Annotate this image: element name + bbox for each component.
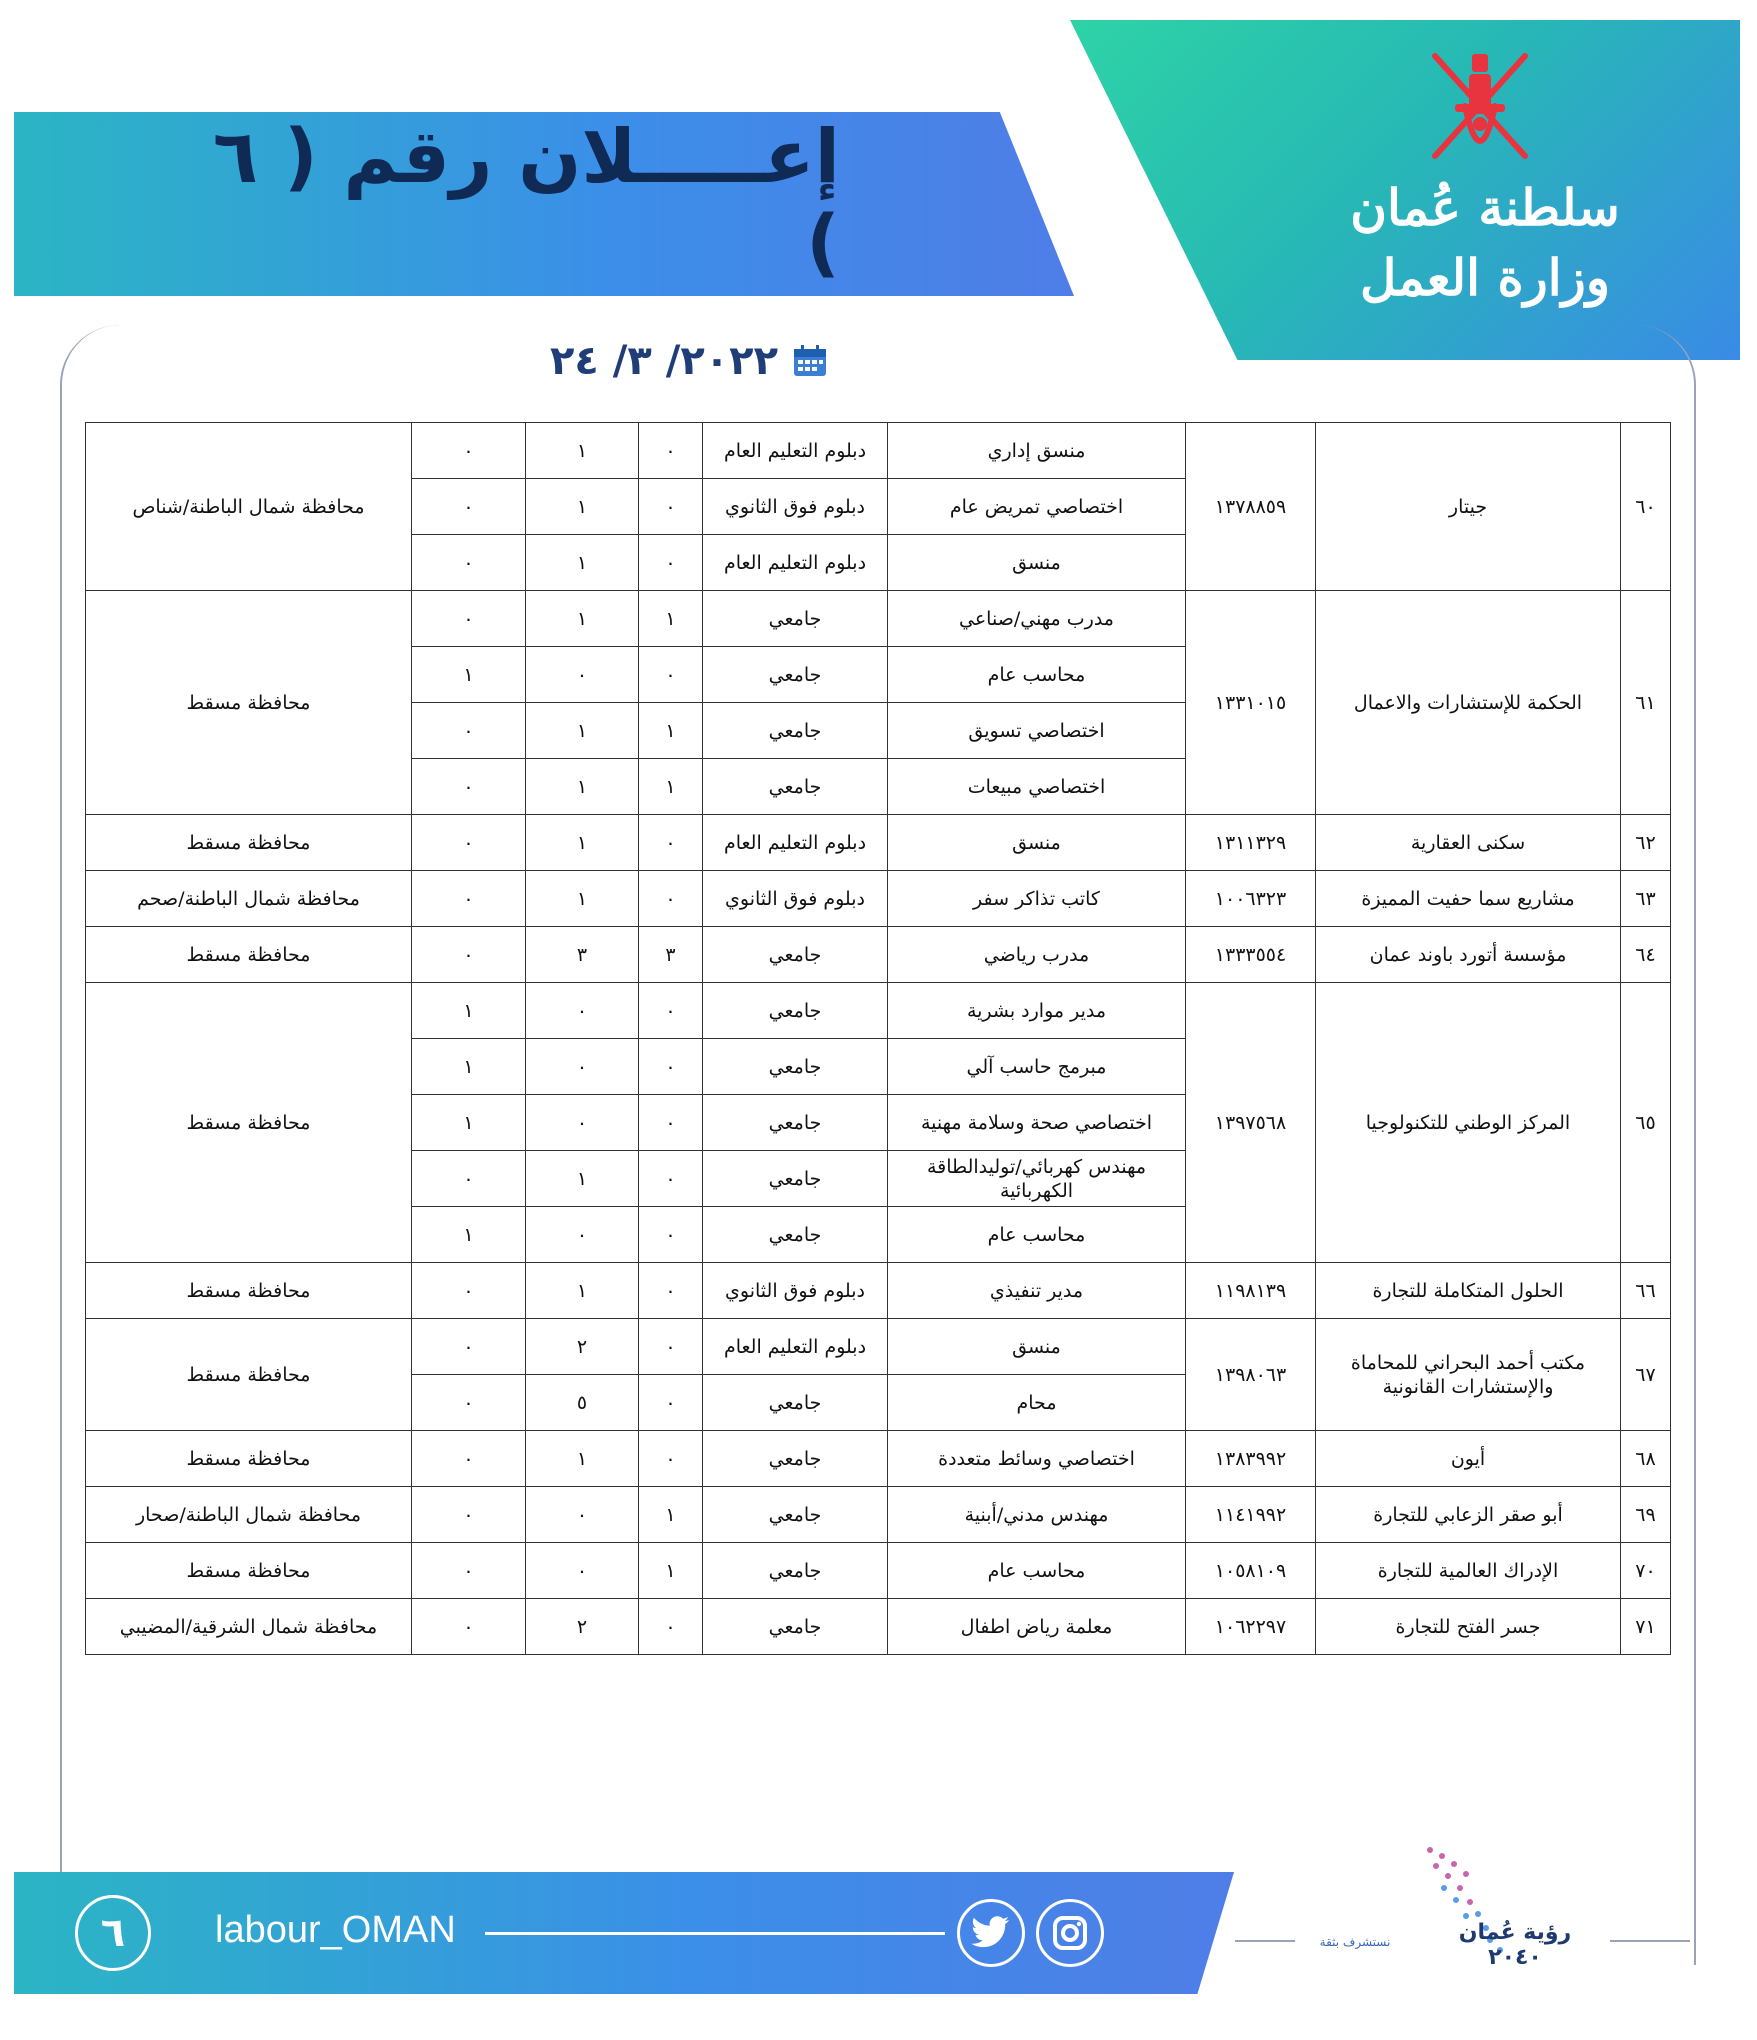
cell-number: ٦٤	[1621, 927, 1671, 983]
table-row	[86, 1319, 1671, 1375]
cell-job-title: محام	[888, 1375, 1186, 1431]
cell-count-a: ٠	[639, 1039, 703, 1095]
cell-job-title: كاتب تذاكر سفر	[888, 871, 1186, 927]
cell-count-b: ١	[526, 1263, 639, 1319]
cell-job-title: مدرب رياضي	[888, 927, 1186, 983]
cell-job-title: معلمة رياض اطفال	[888, 1599, 1186, 1655]
cell-job-title: منسق إداري	[888, 423, 1186, 479]
cell-company: مكتب أحمد البحراني للمحاماة والإستشارات القانونية	[1316, 1319, 1621, 1431]
table-row	[86, 1431, 1671, 1487]
cell-job-title: اختصاصي تسويق	[888, 703, 1186, 759]
cell-count-b: ٥	[526, 1375, 639, 1431]
cell-qualification: جامعي	[703, 703, 888, 759]
cell-count-a: ٠	[639, 1431, 703, 1487]
cell-count-c: ٠	[412, 535, 526, 591]
cell-qualification: جامعي	[703, 1151, 888, 1207]
cell-count-a: ٠	[639, 871, 703, 927]
cell-count-b: ٠	[526, 1039, 639, 1095]
cell-registration: ١٠٠٦٣٢٣	[1186, 871, 1316, 927]
cell-location: محافظة مسقط	[86, 1319, 412, 1431]
cell-count-b: ١	[526, 871, 639, 927]
cell-count-c: ٠	[412, 1263, 526, 1319]
cell-count-b: ١	[526, 759, 639, 815]
social-handle: labour_OMAN	[215, 1908, 456, 1951]
cell-qualification: دبلوم فوق الثانوي	[703, 1263, 888, 1319]
cell-qualification: دبلوم التعليم العام	[703, 535, 888, 591]
cell-number: ٦٦	[1621, 1263, 1671, 1319]
cell-count-c: ٠	[412, 1543, 526, 1599]
cell-count-a: ٠	[639, 815, 703, 871]
cell-count-c: ٠	[412, 815, 526, 871]
cell-count-c: ٠	[412, 759, 526, 815]
cell-count-b: ١	[526, 591, 639, 647]
cell-company: مشاريع سما حفيت المميزة	[1316, 871, 1621, 927]
cell-number: ٦١	[1621, 591, 1671, 815]
cell-company: الحلول المتكاملة للتجارة	[1316, 1263, 1621, 1319]
cell-location: محافظة شمال الباطنة/صحم	[86, 871, 412, 927]
cell-qualification: جامعي	[703, 647, 888, 703]
cell-registration: ١٠٦٢٢٩٧	[1186, 1599, 1316, 1655]
cell-company: جيتار	[1316, 423, 1621, 591]
cell-number: ٦٥	[1621, 983, 1671, 1263]
cell-qualification: جامعي	[703, 591, 888, 647]
cell-count-c: ٠	[412, 703, 526, 759]
cell-count-c: ٠	[412, 1151, 526, 1207]
date-row	[550, 336, 850, 386]
cell-company: أيون	[1316, 1431, 1621, 1487]
announcement-date: ٢٠٢٢/ ٣/ ٢٤	[550, 338, 778, 384]
cell-count-a: ١	[639, 759, 703, 815]
vision-label: رؤية عُمان ٢٠٤٠	[1458, 1920, 1572, 1970]
cell-count-a: ٠	[639, 535, 703, 591]
cell-number: ٦٨	[1621, 1431, 1671, 1487]
cell-job-title: مبرمج حاسب آلي	[888, 1039, 1186, 1095]
cell-count-b: ١	[526, 535, 639, 591]
cell-qualification: جامعي	[703, 1543, 888, 1599]
cell-registration: ١٣٩٧٥٦٨	[1186, 983, 1316, 1263]
brand-ministry: وزارة العمل	[1360, 248, 1610, 307]
cell-job-title: محاسب عام	[888, 1207, 1186, 1263]
cell-registration: ١١٤١٩٩٢	[1186, 1487, 1316, 1543]
cell-number: ٧٠	[1621, 1543, 1671, 1599]
cell-number: ٧١	[1621, 1599, 1671, 1655]
table-row	[86, 871, 1671, 927]
cell-location: محافظة مسقط	[86, 927, 412, 983]
cell-company: الإدراك العالمية للتجارة	[1316, 1543, 1621, 1599]
cell-count-a: ٠	[639, 1319, 703, 1375]
cell-job-title: مدير موارد بشرية	[888, 983, 1186, 1039]
cell-qualification: دبلوم فوق الثانوي	[703, 871, 888, 927]
cell-job-title: مدرب مهني/صناعي	[888, 591, 1186, 647]
cell-count-c: ٠	[412, 871, 526, 927]
cell-count-c: ٠	[412, 591, 526, 647]
cell-count-c: ١	[412, 983, 526, 1039]
cell-count-a: ١	[639, 591, 703, 647]
brand-oman: سلطنة عُمان	[1350, 178, 1620, 237]
cell-count-a: ١	[639, 1487, 703, 1543]
cell-count-a: ٠	[639, 1207, 703, 1263]
table-row	[86, 1487, 1671, 1543]
table-row	[86, 1599, 1671, 1655]
table-row	[86, 423, 1671, 479]
cell-qualification: جامعي	[703, 1487, 888, 1543]
cell-registration: ١٣٣١٠١٥	[1186, 591, 1316, 815]
cell-count-b: ٠	[526, 1207, 639, 1263]
cell-registration: ١٣٧٨٨٥٩	[1186, 423, 1316, 591]
cell-registration: ١١٩٨١٣٩	[1186, 1263, 1316, 1319]
cell-qualification: جامعي	[703, 1431, 888, 1487]
cell-company: المركز الوطني للتكنولوجيا	[1316, 983, 1621, 1263]
footer-rule	[1235, 1940, 1295, 1942]
cell-number: ٦٣	[1621, 871, 1671, 927]
cell-company: جسر الفتح للتجارة	[1316, 1599, 1621, 1655]
cell-company: الحكمة للإستشارات والاعمال	[1316, 591, 1621, 815]
cell-qualification: جامعي	[703, 1095, 888, 1151]
cell-qualification: دبلوم فوق الثانوي	[703, 479, 888, 535]
cell-job-title: اختصاصي مبيعات	[888, 759, 1186, 815]
cell-count-b: ١	[526, 423, 639, 479]
table-row	[86, 815, 1671, 871]
slogan-label: نستشرف بثقة	[1319, 1935, 1391, 1949]
cell-company: سكنى العقارية	[1316, 815, 1621, 871]
cell-job-title: اختصاصي تمريض عام	[888, 479, 1186, 535]
cell-qualification: جامعي	[703, 927, 888, 983]
cell-count-c: ١	[412, 1095, 526, 1151]
cell-location: محافظة مسقط	[86, 1431, 412, 1487]
cell-qualification: جامعي	[703, 759, 888, 815]
cell-count-b: ٢	[526, 1319, 639, 1375]
cell-registration: ١٣٣٣٥٥٤	[1186, 927, 1316, 983]
cell-count-c: ٠	[412, 1319, 526, 1375]
cell-job-title: محاسب عام	[888, 1543, 1186, 1599]
cell-company: أبو صقر الزعابي للتجارة	[1316, 1487, 1621, 1543]
cell-count-c: ٠	[412, 1431, 526, 1487]
table-row	[86, 927, 1671, 983]
cell-count-b: ٣	[526, 927, 639, 983]
cell-location: محافظة شمال الشرقية/المضيبي	[86, 1599, 412, 1655]
footer-rule	[1610, 1940, 1690, 1942]
cell-registration: ١٠٥٨١٠٩	[1186, 1543, 1316, 1599]
cell-count-a: ٠	[639, 1095, 703, 1151]
cell-job-title: مهندس مدني/أبنية	[888, 1487, 1186, 1543]
cell-count-a: ٠	[639, 1151, 703, 1207]
cell-count-b: ٢	[526, 1599, 639, 1655]
cell-count-b: ٠	[526, 1543, 639, 1599]
cell-count-b: ١	[526, 479, 639, 535]
cell-count-a: ٠	[639, 479, 703, 535]
cell-qualification: دبلوم التعليم العام	[703, 815, 888, 871]
cell-location: محافظة مسقط	[86, 815, 412, 871]
cell-count-a: ٣	[639, 927, 703, 983]
cell-count-b: ٠	[526, 1095, 639, 1151]
cell-count-a: ٠	[639, 647, 703, 703]
cell-count-b: ١	[526, 1151, 639, 1207]
cell-job-title: محاسب عام	[888, 647, 1186, 703]
cell-count-b: ١	[526, 703, 639, 759]
cell-count-c: ٠	[412, 423, 526, 479]
vacancies-table	[85, 422, 1671, 1655]
oman-emblem-icon	[1415, 46, 1545, 180]
cell-qualification: جامعي	[703, 1039, 888, 1095]
cell-count-c: ١	[412, 1039, 526, 1095]
cell-count-a: ٠	[639, 1375, 703, 1431]
cell-qualification: دبلوم التعليم العام	[703, 1319, 888, 1375]
cell-number: ٦٠	[1621, 423, 1671, 591]
cell-company: مؤسسة أتورد باوند عمان	[1316, 927, 1621, 983]
cell-qualification: جامعي	[703, 1207, 888, 1263]
cell-count-c: ٠	[412, 479, 526, 535]
cell-job-title: منسق	[888, 535, 1186, 591]
cell-count-b: ٠	[526, 647, 639, 703]
cell-qualification: جامعي	[703, 1375, 888, 1431]
cell-job-title: اختصاصي صحة وسلامة مهنية	[888, 1095, 1186, 1151]
cell-number: ٦٧	[1621, 1319, 1671, 1431]
cell-location: محافظة شمال الباطنة/صحار	[86, 1487, 412, 1543]
instagram-icon[interactable]	[1036, 1899, 1104, 1967]
cell-count-b: ١	[526, 815, 639, 871]
twitter-icon[interactable]	[957, 1899, 1025, 1967]
cell-count-b: ٠	[526, 1487, 639, 1543]
cell-count-a: ٠	[639, 1263, 703, 1319]
cell-count-c: ٠	[412, 1375, 526, 1431]
cell-count-c: ٠	[412, 1487, 526, 1543]
cell-count-a: ١	[639, 703, 703, 759]
table-row	[86, 1263, 1671, 1319]
cell-job-title: منسق	[888, 1319, 1186, 1375]
cell-number: ٦٩	[1621, 1487, 1671, 1543]
cell-job-title: منسق	[888, 815, 1186, 871]
calendar-icon	[792, 344, 828, 378]
cell-registration: ١٣١١٣٢٩	[1186, 815, 1316, 871]
cell-count-b: ٠	[526, 983, 639, 1039]
cell-registration: ١٣٨٣٩٩٢	[1186, 1431, 1316, 1487]
cell-qualification: جامعي	[703, 1599, 888, 1655]
cell-qualification: جامعي	[703, 983, 888, 1039]
cell-count-c: ٠	[412, 927, 526, 983]
cell-number: ٦٢	[1621, 815, 1671, 871]
cell-count-c: ١	[412, 647, 526, 703]
cell-count-a: ٠	[639, 423, 703, 479]
cell-count-b: ١	[526, 1431, 639, 1487]
cell-count-a: ١	[639, 1543, 703, 1599]
cell-count-c: ٠	[412, 1599, 526, 1655]
cell-job-title: مدير تنفيذي	[888, 1263, 1186, 1319]
cell-count-a: ٠	[639, 1599, 703, 1655]
cell-qualification: دبلوم التعليم العام	[703, 423, 888, 479]
cell-registration: ١٣٩٨٠٦٣	[1186, 1319, 1316, 1431]
footer-divider	[485, 1932, 945, 1935]
cell-location: محافظة مسقط	[86, 983, 412, 1263]
table-row	[86, 983, 1671, 1039]
cell-location: محافظة مسقط	[86, 1543, 412, 1599]
cell-location: محافظة مسقط	[86, 1263, 412, 1319]
table-row	[86, 1543, 1671, 1599]
cell-location: محافظة مسقط	[86, 591, 412, 815]
table-row	[86, 591, 1671, 647]
page-title: إعـــــلان رقم ( ٦ )	[212, 114, 840, 286]
cell-count-a: ٠	[639, 983, 703, 1039]
cell-location: محافظة شمال الباطنة/شناص	[86, 423, 412, 591]
page-number: ٦	[75, 1895, 151, 1971]
cell-count-c: ١	[412, 1207, 526, 1263]
cell-job-title: مهندس كهربائي/توليدالطاقة الكهربائية	[888, 1151, 1186, 1207]
cell-job-title: اختصاصي وسائط متعددة	[888, 1431, 1186, 1487]
